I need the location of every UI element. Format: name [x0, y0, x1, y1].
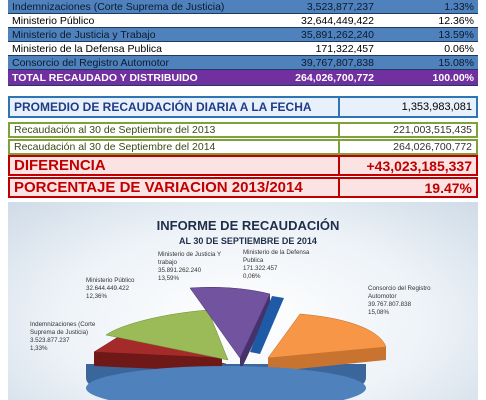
collection-2014-label: Recaudación al 30 de Septiembre del 2014: [10, 141, 340, 153]
label-registro-automotor: Consorcio del Registro Automotor 39.767.807.838 15,08%: [368, 285, 431, 316]
total-percent: 100.00%: [378, 70, 478, 86]
pie-chart-svg: [8, 202, 478, 400]
difference-label: DIFERENCIA: [10, 157, 340, 174]
table-row: [8, 56, 478, 70]
row-label: Indemnizaciones (Corte Suprema de Justicia): [8, 0, 260, 14]
collection-pie-chart: [8, 202, 478, 400]
difference-value: +43,023,185,337: [366, 157, 472, 174]
daily-average-box: [8, 96, 478, 118]
row-label: Ministerio de la Defensa Publica: [8, 42, 260, 56]
total-label: TOTAL RECAUDADO Y DISTRIBUIDO: [8, 70, 260, 86]
table-row: [8, 14, 478, 28]
row-value: 32,644,449,422: [260, 14, 378, 28]
row-percent: 13.59%: [378, 28, 478, 42]
daily-average-value: 1,353,983,081: [401, 101, 472, 113]
variation-value: 19.47%: [424, 179, 472, 196]
row-percent: 0.06%: [378, 42, 478, 56]
row-percent: 15.08%: [378, 56, 478, 70]
table-row: [8, 0, 478, 14]
row-value: 171,322,457: [260, 42, 378, 56]
label-indemnizaciones: Indemnizaciones (Corte Suprema de Justicia) 3.523.877.237 1,33%: [30, 321, 96, 352]
daily-average-label: PROMEDIO DE RECAUDACIÓN DIARIA A LA FECHA: [10, 98, 340, 116]
row-value: 35,891,262,240: [260, 28, 378, 42]
collection-2014-value: 264,026,700,772: [393, 141, 472, 153]
label-defensa-publica: Ministerio de la Defensa Publica 171.322.457 0,06%: [243, 249, 310, 280]
difference-box: [8, 155, 478, 176]
label-justicia-trabajo: Ministerio de Justicia Y trabajo 35.891.262.240 13,59%: [158, 251, 222, 282]
row-label: Ministerio de Justicia y Trabajo: [8, 28, 260, 42]
collection-2013-box: [8, 122, 478, 138]
collection-2013-value: 221,003,515,435: [393, 124, 472, 136]
variation-box: [8, 177, 478, 198]
chart-subtitle: AL 30 DE SEPTIEMBRE DE 2014: [179, 236, 317, 246]
row-label: Consorcio del Registro Automotor: [8, 56, 260, 70]
collection-2013-label: Recaudación al 30 de Septiembre del 2013: [10, 124, 340, 136]
row-value: 3,523,877,237: [260, 0, 378, 14]
table-row: [8, 42, 478, 56]
summary-table: [8, 0, 478, 86]
chart-title: INFORME DE RECAUDACIÓN: [156, 218, 340, 233]
total-row: [8, 70, 478, 86]
row-percent: 12.36%: [378, 14, 478, 28]
collection-2014-box: [8, 139, 478, 155]
variation-label: PORCENTAJE DE VARIACION 2013/2014: [10, 179, 340, 196]
label-ministerio-publico: Ministerio Público 32.644.449.422 12,36%: [86, 277, 135, 300]
total-value: 264,026,700,772: [260, 70, 378, 86]
row-value: 39,767,807,838: [260, 56, 378, 70]
row-percent: 1.33%: [378, 0, 478, 14]
table-row: [8, 28, 478, 42]
row-label: Ministerio Público: [8, 14, 260, 28]
